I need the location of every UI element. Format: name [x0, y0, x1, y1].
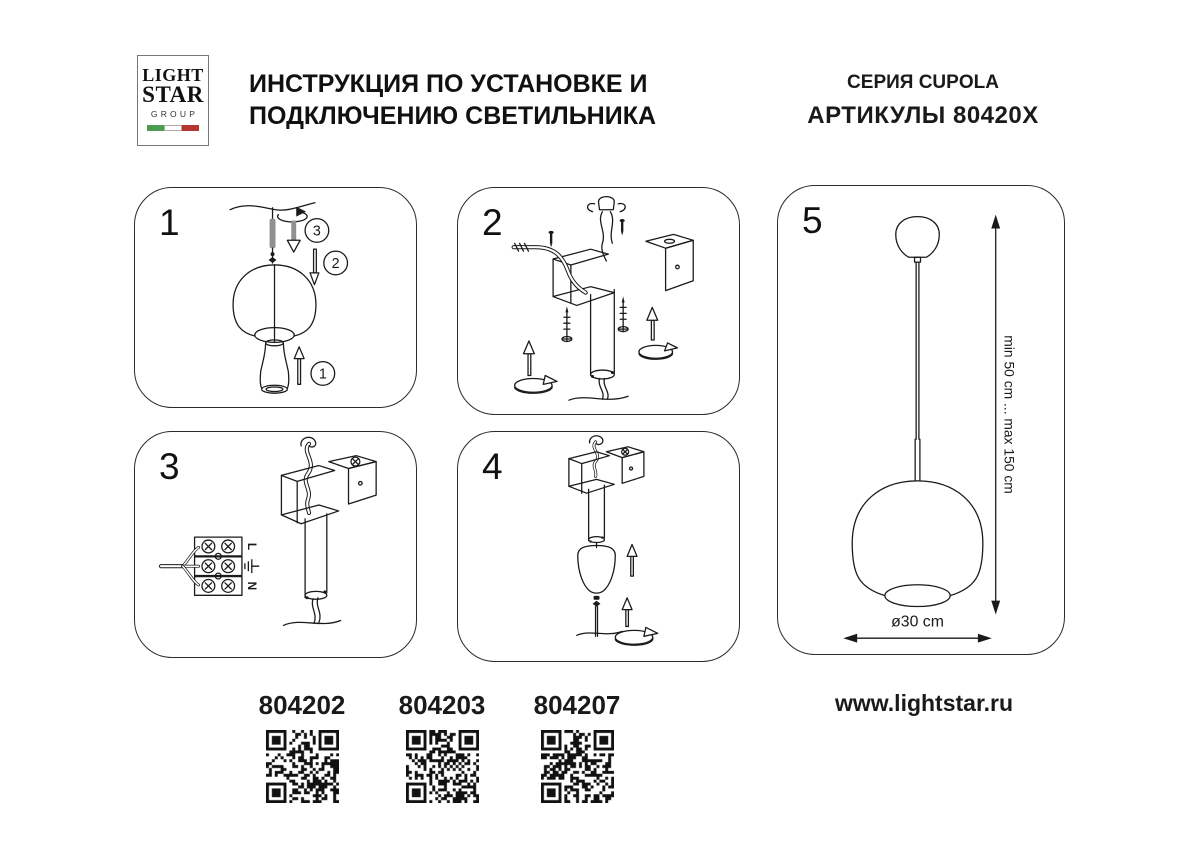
articles-label: АРТИКУЛЫ 80420X — [807, 102, 1039, 129]
article-column-2 — [392, 690, 492, 803]
canopy-tube — [589, 485, 605, 547]
ceiling-canopy — [896, 217, 940, 263]
small-screw-right-icon — [620, 219, 625, 235]
height-dimension-arrow — [991, 215, 1017, 615]
logo-word-star: STAR — [142, 82, 204, 107]
wire-connector-cap — [588, 197, 626, 261]
down-arrow-step3-icon — [287, 221, 300, 253]
step-panel-1 — [134, 187, 417, 408]
flag-red — [182, 125, 199, 131]
dimensions-illustration — [778, 186, 1063, 653]
screw-in-arrow-left-icon — [515, 341, 557, 393]
earth-ground-icon — [245, 560, 259, 573]
step-panel-4 — [457, 431, 740, 662]
suspension-cord — [269, 208, 277, 263]
pendant-shade — [852, 481, 983, 607]
ceiling-l-bracket — [646, 234, 693, 290]
pendant-shade — [233, 265, 316, 342]
ceiling-wire — [301, 437, 316, 513]
step-number-4: 4 — [482, 446, 503, 487]
step-panel-3 — [134, 431, 417, 658]
mains-cable — [514, 243, 586, 292]
step-circle-3 — [305, 219, 329, 243]
title-line-2: ПОДКЛЮЧЕНИЮ СВЕТИЛЬНИКА — [249, 102, 657, 130]
screw-in-arrow-right-icon — [639, 307, 677, 359]
series-name: СЕРИЯ CUPOLA — [847, 72, 999, 93]
series-block — [780, 72, 1066, 130]
canopy-tube — [569, 290, 628, 401]
dimensions-panel-5 — [777, 185, 1065, 655]
page-title — [249, 68, 709, 132]
logo-word-group: GROUP — [150, 109, 199, 119]
u-channel-bracket — [569, 452, 614, 493]
flag-white — [164, 125, 183, 131]
step-4-illustration — [458, 432, 738, 660]
pendant-shade — [578, 546, 616, 594]
svg-text:1: 1 — [318, 366, 327, 383]
svg-text:3: 3 — [312, 223, 321, 240]
terminal-block — [195, 537, 242, 595]
mounting-screw-right-icon — [618, 297, 628, 332]
diameter-label: ø30 cm — [891, 613, 944, 631]
step-circle-2 — [324, 251, 348, 275]
step-3-illustration — [135, 432, 415, 656]
screw-in-arrow-icon — [615, 598, 657, 645]
website-url: www.lightstar.ru — [834, 690, 1014, 716]
cord-connector — [577, 596, 622, 636]
italian-flag-stripe — [147, 125, 199, 131]
glass-diffuser — [260, 340, 288, 393]
svg-text:2: 2 — [331, 255, 340, 272]
step-panel-2 — [457, 187, 740, 415]
small-screw-left-icon — [549, 231, 554, 247]
down-arrow-step2-icon — [310, 249, 319, 285]
step-number-3: 3 — [159, 446, 180, 487]
article-code: 804203 — [398, 690, 486, 720]
qr-code — [266, 730, 339, 803]
step-circle-1 — [311, 362, 335, 386]
line-label: L — [244, 542, 259, 551]
up-arrow-icon — [627, 545, 637, 577]
article-code: 804207 — [533, 690, 621, 720]
up-arrow-step1-icon — [294, 347, 304, 384]
article-code: 804202 — [258, 690, 346, 720]
suspension-cord — [915, 262, 920, 481]
ceiling-l-bracket — [606, 447, 644, 484]
mounting-screw-left-icon — [562, 306, 572, 341]
step-number-2: 2 — [482, 202, 503, 243]
terminal-labels — [245, 543, 259, 590]
article-column-1 — [252, 690, 352, 803]
ceiling-wire — [590, 436, 603, 477]
height-range-label: min 50 cm ... max 150 cm — [1001, 335, 1018, 494]
flag-green — [147, 125, 164, 131]
step-number-5: 5 — [802, 200, 823, 241]
logo-word-light: LIGHT — [142, 65, 204, 85]
lightstar-logo — [137, 55, 209, 146]
neutral-label: N — [244, 581, 259, 591]
supply-wires — [161, 547, 198, 584]
title-line-1: ИНСТРУКЦИЯ ПО УСТАНОВКЕ И — [249, 70, 648, 98]
step-1-illustration — [135, 188, 415, 406]
ceiling-l-bracket — [329, 456, 376, 504]
step-2-illustration — [458, 188, 738, 413]
canopy-tube — [283, 514, 340, 626]
qr-code — [406, 730, 479, 803]
diameter-dimension-arrow — [843, 613, 991, 642]
qr-code — [541, 730, 614, 803]
step-number-1: 1 — [159, 202, 180, 243]
article-column-3 — [527, 690, 627, 803]
